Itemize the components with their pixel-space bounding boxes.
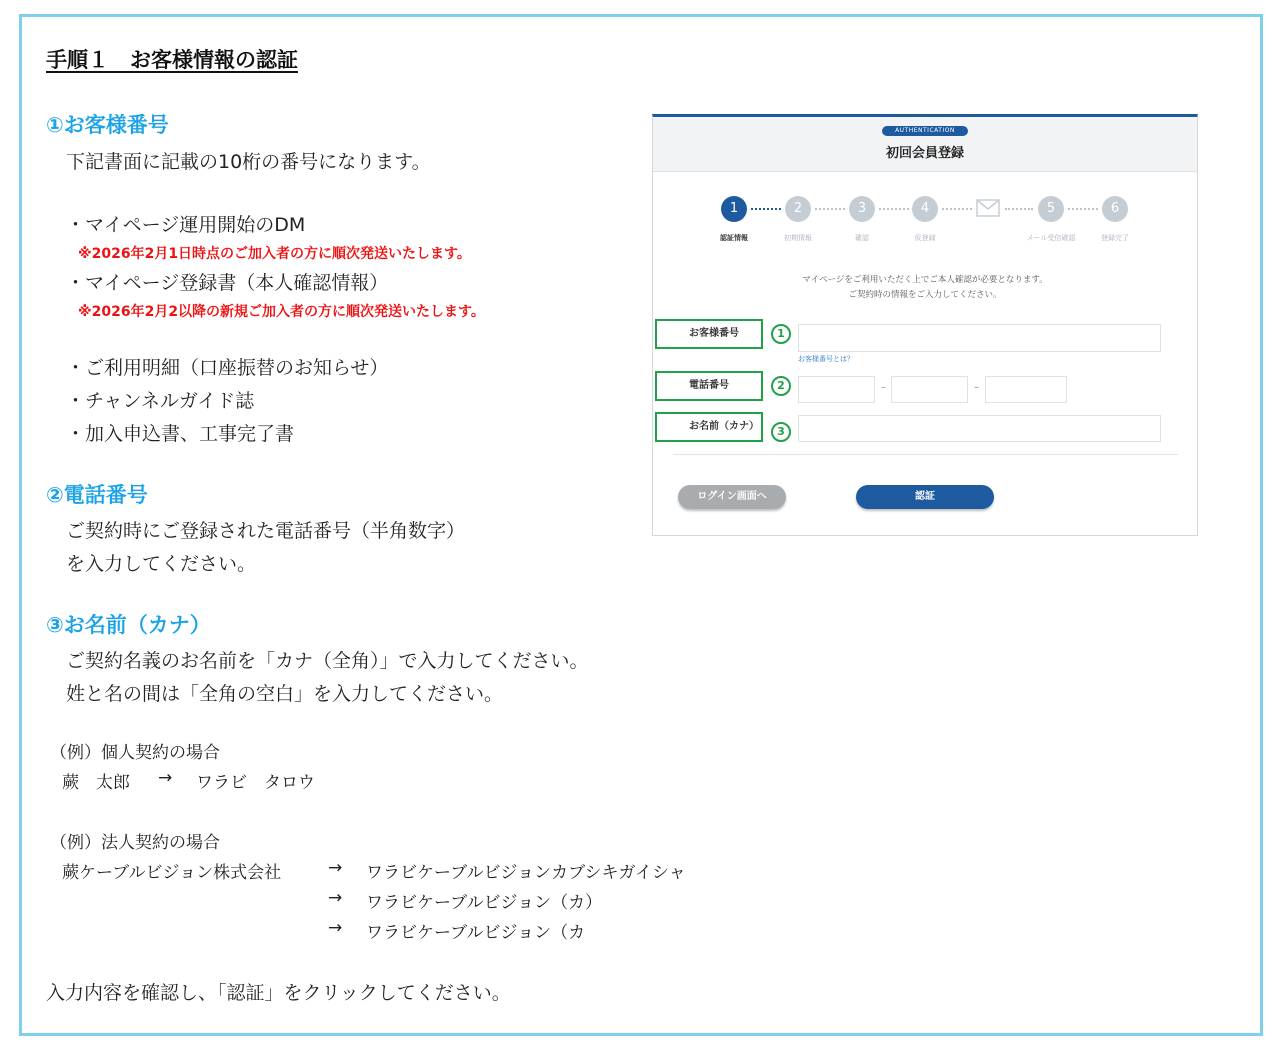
section-name-title: ③お名前（カナ） [46, 613, 211, 637]
arrow-icon: → [158, 768, 173, 788]
section-phone-desc: ご契約時にご登録された電話番号（半角数字） [66, 520, 466, 542]
step-2: 2 [785, 196, 811, 222]
step-connector [1005, 208, 1033, 210]
step-label: 確認 [855, 234, 869, 242]
example-individual-to: ワラビ タロウ [196, 773, 315, 793]
section-name-desc: ご契約名義のお名前を「カナ（全角）」で入力してください。 [66, 650, 589, 672]
arrow-icon: → [328, 888, 343, 908]
section-phone-title: ②電話番号 [46, 483, 148, 507]
example-label-individual: （例）個人契約の場合 [50, 743, 220, 763]
step-label: 登録完了 [1101, 234, 1129, 242]
authentication-badge: AUTHENTICATION [882, 126, 968, 136]
step-label: 認証情報 [720, 234, 748, 242]
step-connector [1068, 208, 1098, 210]
name-kana-input[interactable] [798, 415, 1161, 442]
step-label: 初期情報 [784, 234, 812, 242]
authenticate-button[interactable]: 認証 [856, 485, 994, 509]
step-3: 3 [849, 196, 875, 222]
mail-icon [976, 199, 1000, 217]
intro-text: ご契約時の情報をご入力してください。 [848, 290, 1002, 300]
registration-screenshot [652, 114, 1198, 536]
step-5: 5 [1038, 196, 1064, 222]
login-screen-button[interactable]: ログイン画面へ [678, 485, 786, 509]
phone-separator: – [881, 382, 886, 393]
example-corporate-to: ワラビケーブルビジョン（カ [366, 923, 586, 943]
customer-number-label: お客様番号 [655, 319, 763, 349]
step-1: 1 [721, 196, 747, 222]
section-customer-number-desc: 下記書面に記載の10桁の番号になります。 [66, 151, 431, 173]
example-corporate-from: 蕨ケーブルビジョン株式会社 [62, 863, 282, 883]
registration-header [653, 117, 1197, 172]
marker-2: 2 [771, 376, 791, 396]
phone-label: 電話番号 [655, 371, 763, 401]
customer-number-help-link[interactable]: お客様番号とは？ [798, 355, 854, 363]
document-item: ・ご利用明細（口座振替のお知らせ） [66, 357, 389, 379]
form-divider [673, 454, 1178, 455]
example-corporate-to: ワラビケーブルビジョン（カ） [366, 893, 603, 913]
name-kana-label: お名前（カナ） [655, 412, 763, 442]
section-phone-desc: を入力してください。 [66, 553, 257, 575]
step-4: 4 [912, 196, 938, 222]
example-individual-from: 蕨 太郎 [62, 773, 130, 793]
step-connector [751, 208, 781, 210]
phone-input-1[interactable] [798, 376, 875, 403]
example-label-corporate: （例）法人契約の場合 [50, 833, 220, 853]
phone-input-3[interactable] [985, 376, 1067, 403]
marker-3: 3 [771, 422, 791, 442]
step-connector [879, 208, 909, 210]
notice-text: ※2026年2月2以降の新規ご加入者の方に順次発送いたします。 [78, 304, 485, 320]
example-corporate-to: ワラビケーブルビジョンカブシキガイシャ [366, 863, 686, 883]
arrow-icon: → [328, 918, 343, 938]
section-customer-number-title: ①お客様番号 [46, 113, 169, 137]
phone-separator: – [974, 382, 979, 393]
section-name-desc: 姓と名の間は「全角の空白」を入力してください。 [66, 683, 504, 705]
marker-1: 1 [771, 324, 791, 344]
notice-text: ※2026年2月1日時点のご加入者の方に順次発送いたします。 [78, 246, 471, 262]
footer-instruction: 入力内容を確認し、「認証」をクリックしてください。 [46, 982, 511, 1004]
step-connector [942, 208, 972, 210]
step-label: 仮登録 [914, 234, 936, 242]
arrow-icon: → [328, 858, 343, 878]
document-item: ・チャンネルガイド誌 [66, 390, 255, 412]
registration-title: 初回会員登録 [885, 146, 964, 161]
step-6: 6 [1102, 196, 1128, 222]
customer-number-input[interactable] [798, 324, 1161, 352]
page-title: 手順１ お客様情報の認証 [46, 48, 298, 72]
document-item: ・マイページ運用開始のDM [66, 214, 306, 236]
step-label: メール受信確認 [1026, 234, 1076, 242]
step-connector [815, 208, 845, 210]
phone-input-2[interactable] [891, 376, 968, 403]
document-item: ・加入申込書、工事完了書 [66, 423, 295, 445]
document-item: ・マイページ登録書（本人確認情報） [66, 272, 389, 294]
intro-text: マイページをご利用いただく上でご本人確認が必要となります。 [802, 275, 1048, 285]
